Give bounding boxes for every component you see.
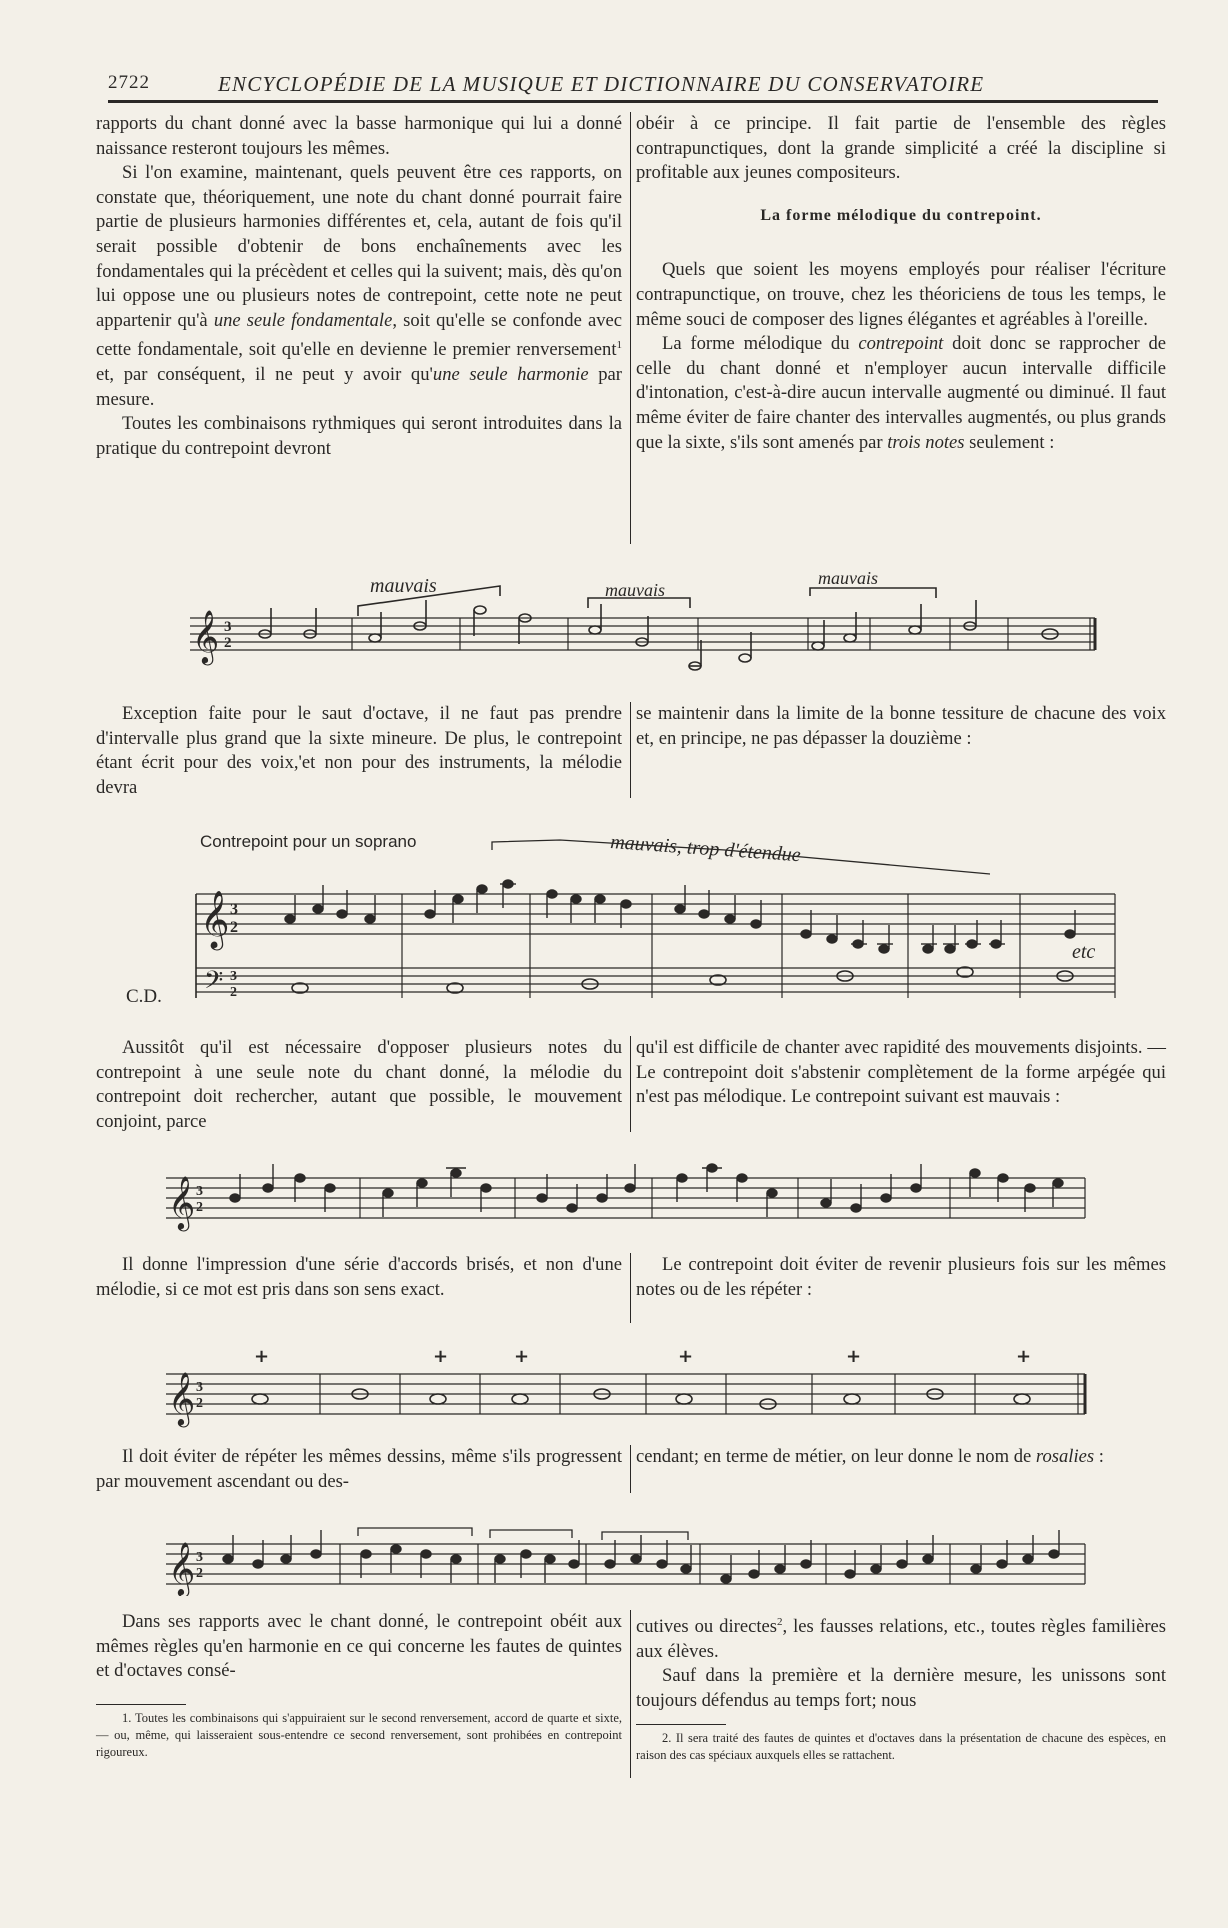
text-column-left-1	[96, 112, 622, 462]
section-heading: La forme mélodique du contrepoint.	[760, 206, 1042, 224]
svg-text:3: 3	[196, 1184, 203, 1199]
footnote-1	[96, 1710, 622, 1761]
page-number: 2722	[108, 72, 150, 93]
svg-text:+: +	[1016, 1346, 1032, 1367]
svg-text:3: 3	[230, 969, 237, 984]
svg-text:2: 2	[196, 1566, 203, 1581]
svg-text:2: 2	[230, 919, 238, 936]
etc-label: etc	[1072, 941, 1096, 963]
paragraph: Exception faite pour le saut d'octave, il ne faut pas prendre d'intervalle plus grand que la sixte mineure. De plus, le contrepoint étant écrit pour des voix,'et non pour des instruments, la mélodie devra	[96, 703, 622, 798]
svg-text:𝄞: 𝄞	[168, 1371, 196, 1425]
svg-text:3: 3	[224, 619, 232, 635]
column-divider	[630, 1445, 631, 1493]
paragraph: obéir à ce principe. Il fait partie de l'ensemble des règles contrapunctiques, dont la grande simplicité a créé la discipline si profitable aux jeunes compositeurs.	[636, 113, 1166, 184]
annotation-mauvais: mauvais	[370, 575, 437, 597]
annotation-trop-etendue: mauvais, trop d'étendue	[609, 831, 802, 867]
footnote-2	[636, 1730, 1166, 1764]
svg-text:3: 3	[196, 1380, 203, 1395]
annotation-mauvais: mauvais	[605, 580, 665, 600]
text-column-left-4	[96, 1253, 622, 1302]
paragraph: cutives ou directes$^2$, les fausses relations, etc., toutes règles familières aux élèves.	[636, 1616, 1166, 1662]
annotation-mauvais: mauvais	[818, 568, 878, 588]
paragraph: cendant; en terme de métier, on leur donne le nom de rosalies :	[636, 1446, 1104, 1467]
svg-text:+: +	[514, 1346, 530, 1367]
column-divider	[630, 1610, 631, 1778]
paragraph: Quels que soient les moyens employés pour réaliser l'écriture contrapunctique, on trouve, chez les théoriciens de tous les temps, le même souci de composer des lignes élégantes et agréables à l'oreille.	[636, 259, 1166, 330]
text-column-left-2	[96, 702, 622, 800]
text-column-right-5	[636, 1445, 1166, 1470]
svg-text:3: 3	[196, 1550, 203, 1565]
svg-text:𝄞: 𝄞	[168, 1541, 196, 1595]
footnote-text: 2. Il sera traité des fautes de quintes et d'octaves dans la présentation de chacune des espèces, en raison des cas spéciaux auxquels elles se rattachent.	[636, 1731, 1166, 1762]
footnote-text: 1. Toutes les combinaisons qui s'appuiraient sur le second renversement, accord de quarte et sixte, — ou, même, qui laisseraient sous-entendre ce second renversement, sont prohibées en contrepoint rigoureux.	[96, 1711, 622, 1759]
svg-text:2: 2	[230, 985, 237, 998]
svg-text:2: 2	[196, 1396, 203, 1411]
svg-text:3: 3	[230, 901, 238, 918]
music-example-repetition	[160, 1340, 1100, 1430]
footnote-rule	[96, 1704, 186, 1705]
column-divider	[630, 1036, 631, 1132]
paragraph: Il donne l'impression d'une série d'accords brisés, et non d'une mélodie, si ce mot est pris dans son sens exact.	[96, 1254, 622, 1300]
text-column-right-1	[636, 112, 1166, 455]
svg-text:+: +	[254, 1346, 270, 1367]
paragraph: Dans ses rapports avec le chant donné, le contrepoint obéit aux mêmes règles qu'en harmonie en ce qui concerne les fautes de quintes et d'octaves consé-	[96, 1611, 622, 1682]
svg-text:𝄞: 𝄞	[168, 1175, 196, 1229]
paragraph: se maintenir dans la limite de la bonne tessiture de chacune des voix et, en principe, ne pas dépasser la douzième :	[636, 703, 1166, 749]
text-column-right-4	[636, 1253, 1166, 1302]
paragraph: Toutes les combinaisons rythmiques qui seront introduites dans la pratique du contrepoint devront	[96, 413, 622, 459]
column-divider	[630, 1253, 631, 1323]
paragraph: La forme mélodique du contrepoint doit donc se rapprocher de celle du chant donné et n'employer aucun intervalle difficile d'intonation, c'est-à-dire aucun intervalle augmenté ou diminué. Il faut même éviter de faire chanter des intervalles augmentés, ou plus grands que la sixte, s'ils sont amenés par trois notes seulement :	[636, 333, 1167, 453]
paragraph: Il doit éviter de répéter les mêmes dessins, même s'ils progressent par mouvement ascendant ou des-	[96, 1446, 622, 1492]
music-example-intervals	[150, 568, 1110, 688]
column-divider	[630, 702, 631, 798]
text-column-right-2	[636, 702, 1166, 751]
text-column-right-6	[636, 1610, 1166, 1714]
paragraph: rapports du chant donné avec la basse harmonique qui lui a donné naissance resteront toujours les mêmes.	[96, 113, 622, 159]
paragraph: Sauf dans la première et la dernière mesure, les unissons sont toujours défendus au temps fort; nous	[636, 1665, 1166, 1711]
svg-text:2: 2	[196, 1200, 203, 1215]
svg-text:+: +	[678, 1346, 694, 1367]
svg-text:+: +	[433, 1346, 449, 1367]
page-header	[108, 70, 1158, 103]
svg-text:+: +	[846, 1346, 862, 1367]
paragraph: Si l'on examine, maintenant, quels peuvent être ces rapports, on constate que, théoriquement, une note du chant donné pourrait faire partie de plusieurs harmonies différentes et, cela, autant de fois qu'il serait possible d'obtenir de bons enchaînements avec les fondamentales qui la précèdent et celles qui la suivent; mais, dès qu'on lui oppose une ou plusieurs notes de contrepoint, cette note ne peut appartenir qu'à une seule fondamentale, soit qu'elle se confonde avec cette fondamentale, soit qu'elle en devienne le premier renversement$^1$ et, par conséquent, il ne peut y avoir qu'une seule harmonie par mesure.	[96, 162, 623, 410]
running-title: ENCYCLOPÉDIE DE LA MUSIQUE ET DICTIONNAIRE DU CONSERVATOIRE	[218, 72, 985, 96]
text-column-right-3	[636, 1036, 1166, 1110]
music-example-soprano	[120, 818, 1120, 1007]
svg-text:𝄞: 𝄞	[200, 890, 230, 948]
svg-text:𝄞: 𝄞	[192, 609, 220, 663]
chant-donne-label: C.D.	[126, 986, 162, 1007]
svg-text:𝄢: 𝄢	[204, 966, 224, 998]
paragraph: Aussitôt qu'il est nécessaire d'opposer plusieurs notes du contrepoint à une seule note du chant donné, la mélodie du contrepoint doit rechercher, autant que possible, le mouvement conjoint, parce	[96, 1037, 622, 1132]
footnote-rule	[636, 1724, 726, 1725]
svg-text:2: 2	[224, 635, 232, 651]
paragraph: Le contrepoint doit éviter de revenir plusieurs fois sur les mêmes notes ou de les répéter :	[636, 1254, 1166, 1300]
text-column-left-3	[96, 1036, 622, 1134]
paragraph: qu'il est difficile de chanter avec rapidité des mouvements disjoints. — Le contrepoint doit s'abstenir complètement de la forme arpégée qui n'est pas mélodique. Le contrepoint suivant est mauvais :	[636, 1037, 1166, 1108]
music-example-rosalies	[160, 1506, 1100, 1596]
soprano-label: Contrepoint pour un soprano	[200, 832, 417, 851]
column-divider	[630, 112, 631, 544]
text-column-left-6	[96, 1610, 622, 1684]
music-example-arpeggio	[160, 1150, 1100, 1250]
text-column-left-5	[96, 1445, 622, 1494]
